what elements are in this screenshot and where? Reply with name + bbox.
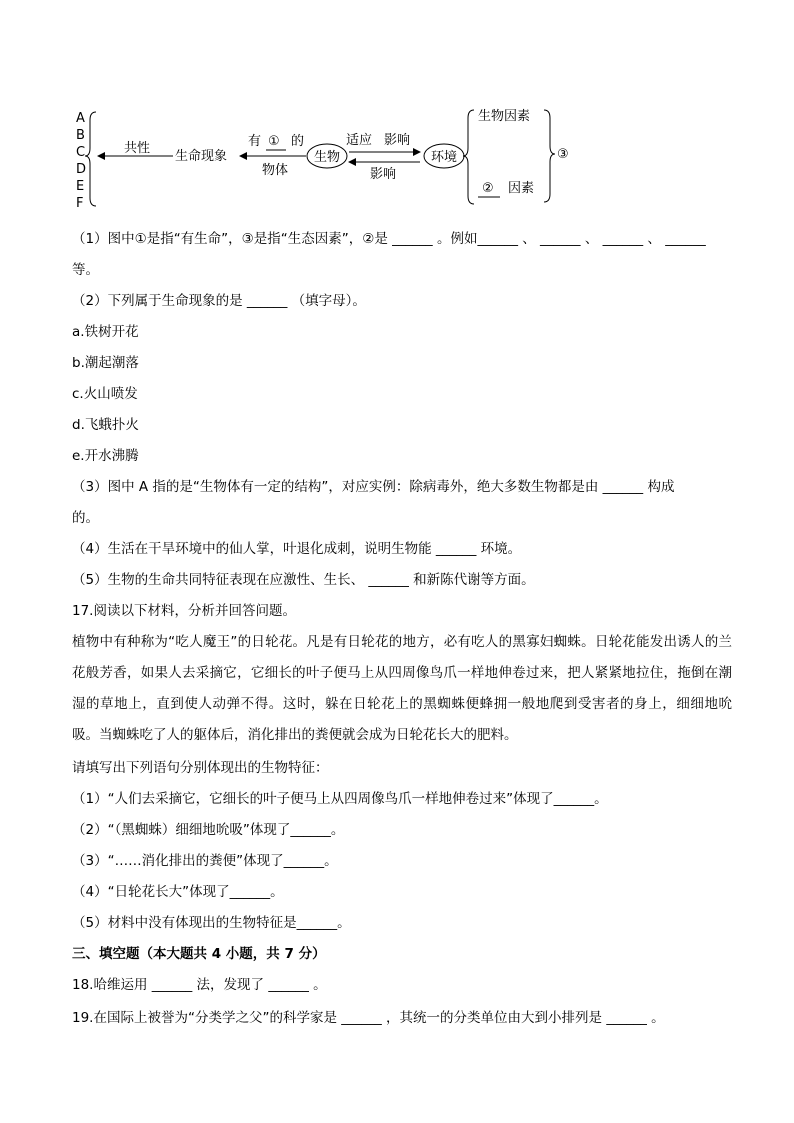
letter-e: E <box>76 179 85 194</box>
q16-3: （3）图中 A 指的是“生物体有一定的结构”，对应实例：除病毒外，绝大多数生物都是由 ______ 构成 <box>72 479 675 495</box>
q17-4: （4）“日轮花长大”体现了______。 <box>72 884 284 900</box>
option-d: d.飞蛾扑火 <box>72 417 139 433</box>
circle-3: ③ <box>557 147 569 162</box>
option-b: b.潮起潮落 <box>72 355 139 371</box>
q17-2: （2）“（黑蜘蛛）细细地吮吸”体现了______。 <box>72 822 345 838</box>
yinsu-label: 因素 <box>508 181 535 196</box>
q16-1: （1）图中①是指“有生命”，③是指“生态因素”，②是 ______ 。例如______ 、 ______ 、 ______ 、 ______ <box>72 231 706 247</box>
q17-3: （3）“……消化排出的粪便”体现了______。 <box>72 853 338 869</box>
yingxiang-bottom-label: 影响 <box>370 167 397 182</box>
wuti-label: 物体 <box>262 163 289 178</box>
concept-diagram <box>70 100 590 215</box>
q16-3-cont: 的。 <box>72 510 99 526</box>
option-e: e.开水沸腾 <box>72 448 139 464</box>
q17-title: 17.阅读以下材料，分析并回答问题。 <box>72 603 296 619</box>
letter-a: A <box>76 111 85 126</box>
de-label: 的 <box>291 134 305 149</box>
q16-1-cont: 等。 <box>72 262 99 278</box>
q17-instruction: 请填写出下列语句分别体现出的生物特征： <box>72 760 329 776</box>
middle-brace <box>463 110 474 204</box>
left-brace <box>85 112 96 206</box>
right-brace <box>544 110 555 202</box>
shengwu-label: 生物 <box>314 150 341 165</box>
circle-1: ① <box>268 134 280 149</box>
q16-2: （2）下列属于生命现象的是 ______ （填字母）。 <box>72 293 366 309</box>
q17-1: （1）“人们去采摘它，它细长的叶子便马上从四周像鸟爪一样地伸卷过来”体现了______。 <box>72 791 608 807</box>
shengwu-yinsu-label: 生物因素 <box>478 109 531 124</box>
letter-c: C <box>76 145 86 160</box>
letter-f: F <box>76 196 84 211</box>
q16-4: （4）生活在干旱环境中的仙人掌，叶退化成刺，说明生物能 ______ 环境。 <box>72 541 522 557</box>
option-c: c.火山喷发 <box>72 386 138 402</box>
circle-2: ② <box>482 181 494 196</box>
q19: 19.在国际上被誉为“分类学之父”的科学家是 ______ ，其统一的分类单位由大到小排列是 ______ 。 <box>72 1010 665 1026</box>
q16-5: （5）生物的生命共同特征表现在应激性、生长、 ______ 和新陈代谢等方面。 <box>72 572 535 588</box>
shengming-xianxiang: 生命现象 <box>175 149 228 164</box>
gongxing-label: 共性 <box>124 141 151 156</box>
q17-5: （5）材料中没有体现出的生物特征是______。 <box>72 915 351 931</box>
letter-b: B <box>76 128 85 143</box>
q17-material: 植物中有种称为“吃人魔王”的日轮花。凡是有日轮花的地方，必有吃人的黑寡妇蜘蛛。日轮花能发出诱人的兰花般芳香，如果人去采摘它，它细长的叶子便马上从四周像鸟爪一样地伸卷过来，把人紧紧地拉住，拖倒在潮湿的草地上，直到使人动弹不得。这时，躲在日轮花上的黑蜘蛛便蜂拥一般地爬到受害者的身上，细细地吮吸。当蜘蛛吃了人的躯体后，消化排出的粪便就会成为日轮花长大的肥料。 <box>72 634 732 743</box>
letter-d: D <box>76 162 87 177</box>
yingxiang-top-label: 影响 <box>384 133 411 148</box>
section-3-heading: 三、填空题（本大题共 4 小题，共 7 分） <box>72 946 326 962</box>
you-label: 有 <box>248 134 262 149</box>
q18: 18.哈维运用 ______ 法，发现了 ______ 。 <box>72 977 327 993</box>
option-a: a.铁树开花 <box>72 324 139 340</box>
huanjing-label: 环境 <box>431 150 458 165</box>
shiying-label: 适应 <box>346 133 373 148</box>
